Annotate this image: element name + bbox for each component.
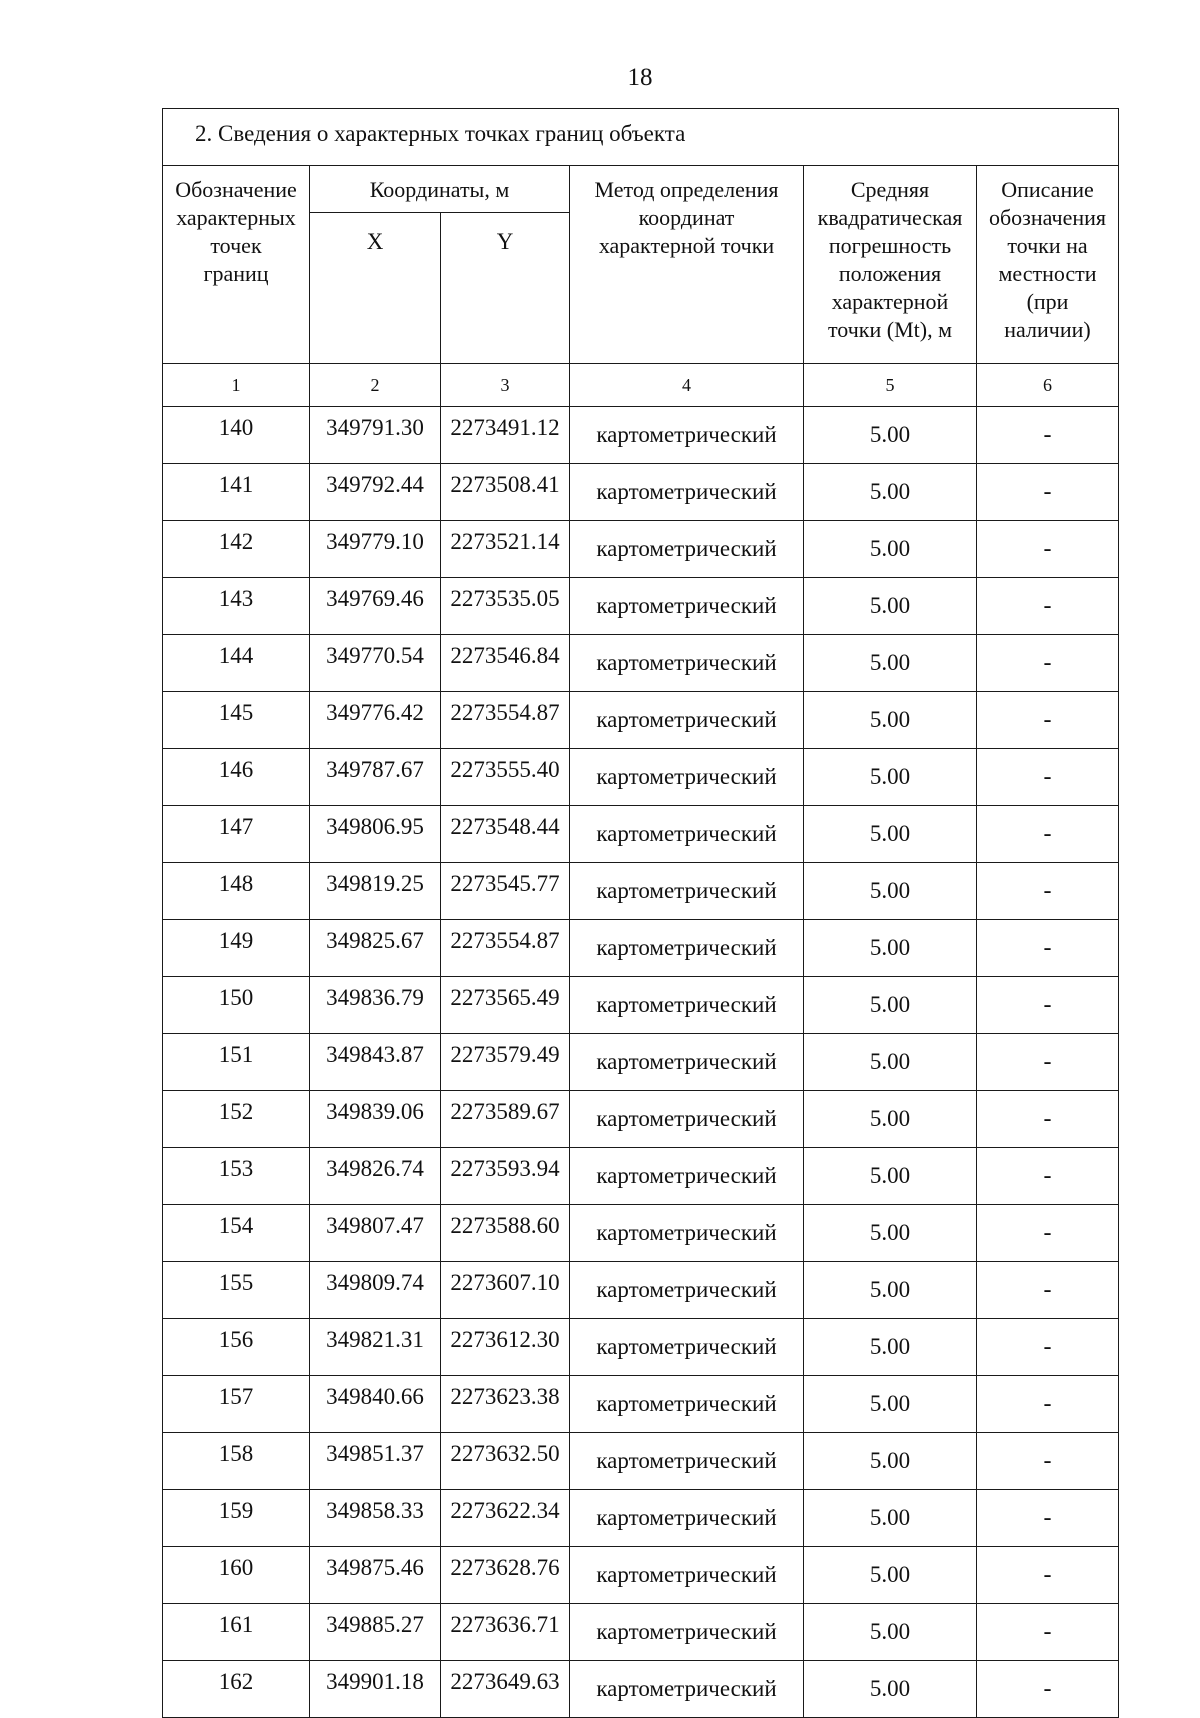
page-number: 18 bbox=[627, 64, 653, 91]
x-coordinate-cell: 349836.79 bbox=[310, 977, 441, 1034]
method-cell: картометрический bbox=[570, 1034, 804, 1091]
point-cell: 143 bbox=[163, 578, 310, 635]
y-coordinate-cell: 2273612.30 bbox=[441, 1319, 570, 1376]
x-coordinate-cell: 349821.31 bbox=[310, 1319, 441, 1376]
column-number: 5 bbox=[804, 364, 977, 407]
point-cell: 161 bbox=[163, 1604, 310, 1661]
table-row bbox=[163, 749, 1119, 806]
y-coordinate-cell: 2273535.05 bbox=[441, 578, 570, 635]
y-coordinate-cell: 2273588.60 bbox=[441, 1205, 570, 1262]
method-cell: картометрический bbox=[570, 692, 804, 749]
method-cell: картометрический bbox=[570, 1262, 804, 1319]
description-cell: - bbox=[977, 1205, 1119, 1262]
y-coordinate-cell: 2273491.12 bbox=[441, 407, 570, 464]
method-cell: картометрический bbox=[570, 806, 804, 863]
section-title: 2. Сведения о характерных точках границ объекта bbox=[163, 109, 1119, 166]
method-cell: картометрический bbox=[570, 1376, 804, 1433]
error-cell: 5.00 bbox=[804, 1262, 977, 1319]
table-row bbox=[163, 1034, 1119, 1091]
method-cell: картометрический bbox=[570, 635, 804, 692]
method-cell: картометрический bbox=[570, 1091, 804, 1148]
y-coordinate-cell: 2273508.41 bbox=[441, 464, 570, 521]
method-cell: картометрический bbox=[570, 521, 804, 578]
error-cell: 5.00 bbox=[804, 1433, 977, 1490]
y-coordinate-cell: 2273623.38 bbox=[441, 1376, 570, 1433]
table-row bbox=[163, 635, 1119, 692]
y-coordinate-cell: 2273589.67 bbox=[441, 1091, 570, 1148]
x-coordinate-cell: 349858.33 bbox=[310, 1490, 441, 1547]
point-cell: 151 bbox=[163, 1034, 310, 1091]
x-coordinate-cell: 349840.66 bbox=[310, 1376, 441, 1433]
point-cell: 146 bbox=[163, 749, 310, 806]
point-cell: 145 bbox=[163, 692, 310, 749]
description-cell: - bbox=[977, 1490, 1119, 1547]
point-cell: 160 bbox=[163, 1547, 310, 1604]
y-coordinate-cell: 2273607.10 bbox=[441, 1262, 570, 1319]
description-cell: - bbox=[977, 863, 1119, 920]
method-cell: картометрический bbox=[570, 863, 804, 920]
method-cell: картометрический bbox=[570, 407, 804, 464]
description-cell: - bbox=[977, 1148, 1119, 1205]
x-coordinate-cell: 349825.67 bbox=[310, 920, 441, 977]
x-coordinate-cell: 349843.87 bbox=[310, 1034, 441, 1091]
point-cell: 152 bbox=[163, 1091, 310, 1148]
error-cell: 5.00 bbox=[804, 749, 977, 806]
description-cell: - bbox=[977, 920, 1119, 977]
table-row bbox=[163, 863, 1119, 920]
y-coordinate-cell: 2273545.77 bbox=[441, 863, 570, 920]
table-row bbox=[163, 464, 1119, 521]
error-cell: 5.00 bbox=[804, 1661, 977, 1718]
method-cell: картометрический bbox=[570, 1604, 804, 1661]
method-cell: картометрический bbox=[570, 1148, 804, 1205]
error-cell: 5.00 bbox=[804, 1148, 977, 1205]
description-cell: - bbox=[977, 1034, 1119, 1091]
y-coordinate-cell: 2273554.87 bbox=[441, 692, 570, 749]
error-cell: 5.00 bbox=[804, 1604, 977, 1661]
x-coordinate-cell: 349776.42 bbox=[310, 692, 441, 749]
x-coordinate-cell: 349791.30 bbox=[310, 407, 441, 464]
error-cell: 5.00 bbox=[804, 1319, 977, 1376]
description-cell: - bbox=[977, 521, 1119, 578]
column-number: 6 bbox=[977, 364, 1119, 407]
error-cell: 5.00 bbox=[804, 521, 977, 578]
section-title-row bbox=[163, 109, 1119, 166]
error-cell: 5.00 bbox=[804, 863, 977, 920]
header-description: Описание обозначения точки на местности (при наличии) bbox=[977, 166, 1119, 364]
column-numbers-row bbox=[163, 364, 1119, 407]
error-cell: 5.00 bbox=[804, 977, 977, 1034]
x-coordinate-cell: 349779.10 bbox=[310, 521, 441, 578]
table-row bbox=[163, 578, 1119, 635]
error-cell: 5.00 bbox=[804, 1376, 977, 1433]
x-coordinate-cell: 349851.37 bbox=[310, 1433, 441, 1490]
error-cell: 5.00 bbox=[804, 635, 977, 692]
point-cell: 144 bbox=[163, 635, 310, 692]
point-cell: 158 bbox=[163, 1433, 310, 1490]
table-row bbox=[163, 1091, 1119, 1148]
point-cell: 142 bbox=[163, 521, 310, 578]
description-cell: - bbox=[977, 1262, 1119, 1319]
point-cell: 140 bbox=[163, 407, 310, 464]
method-cell: картометрический bbox=[570, 977, 804, 1034]
method-cell: картометрический bbox=[570, 1433, 804, 1490]
table-row bbox=[163, 1547, 1119, 1604]
point-cell: 159 bbox=[163, 1490, 310, 1547]
point-cell: 148 bbox=[163, 863, 310, 920]
error-cell: 5.00 bbox=[804, 464, 977, 521]
table-row bbox=[163, 920, 1119, 977]
method-cell: картометрический bbox=[570, 1205, 804, 1262]
y-coordinate-cell: 2273632.50 bbox=[441, 1433, 570, 1490]
y-coordinate-cell: 2273593.94 bbox=[441, 1148, 570, 1205]
error-cell: 5.00 bbox=[804, 1205, 977, 1262]
point-cell: 157 bbox=[163, 1376, 310, 1433]
method-cell: картометрический bbox=[570, 1547, 804, 1604]
y-coordinate-cell: 2273555.40 bbox=[441, 749, 570, 806]
x-coordinate-cell: 349839.06 bbox=[310, 1091, 441, 1148]
x-coordinate-cell: 349769.46 bbox=[310, 578, 441, 635]
point-cell: 141 bbox=[163, 464, 310, 521]
y-coordinate-cell: 2273579.49 bbox=[441, 1034, 570, 1091]
x-coordinate-cell: 349809.74 bbox=[310, 1262, 441, 1319]
method-cell: картометрический bbox=[570, 1490, 804, 1547]
description-cell: - bbox=[977, 1547, 1119, 1604]
description-cell: - bbox=[977, 635, 1119, 692]
description-cell: - bbox=[977, 749, 1119, 806]
header-x: X bbox=[310, 213, 441, 364]
error-cell: 5.00 bbox=[804, 920, 977, 977]
method-cell: картометрический bbox=[570, 1661, 804, 1718]
description-cell: - bbox=[977, 407, 1119, 464]
error-cell: 5.00 bbox=[804, 806, 977, 863]
y-coordinate-cell: 2273546.84 bbox=[441, 635, 570, 692]
column-number: 1 bbox=[163, 364, 310, 407]
header-coordinates: Координаты, м bbox=[310, 166, 570, 213]
header-method: Метод определения координат характерной точки bbox=[570, 166, 804, 364]
method-cell: картометрический bbox=[570, 464, 804, 521]
description-cell: - bbox=[977, 692, 1119, 749]
x-coordinate-cell: 349819.25 bbox=[310, 863, 441, 920]
error-cell: 5.00 bbox=[804, 1091, 977, 1148]
point-cell: 154 bbox=[163, 1205, 310, 1262]
header-point: Обозначение характерных точек границ bbox=[163, 166, 310, 364]
point-cell: 153 bbox=[163, 1148, 310, 1205]
method-cell: картометрический bbox=[570, 1319, 804, 1376]
table-row bbox=[163, 692, 1119, 749]
error-cell: 5.00 bbox=[804, 1490, 977, 1547]
description-cell: - bbox=[977, 1433, 1119, 1490]
y-coordinate-cell: 2273548.44 bbox=[441, 806, 570, 863]
boundary-points-table bbox=[162, 108, 1119, 1718]
table-row bbox=[163, 1262, 1119, 1319]
column-number: 4 bbox=[570, 364, 804, 407]
point-cell: 162 bbox=[163, 1661, 310, 1718]
description-cell: - bbox=[977, 1604, 1119, 1661]
column-number: 3 bbox=[441, 364, 570, 407]
error-cell: 5.00 bbox=[804, 1034, 977, 1091]
x-coordinate-cell: 349806.95 bbox=[310, 806, 441, 863]
table-row bbox=[163, 521, 1119, 578]
y-coordinate-cell: 2273649.63 bbox=[441, 1661, 570, 1718]
point-cell: 155 bbox=[163, 1262, 310, 1319]
x-coordinate-cell: 349875.46 bbox=[310, 1547, 441, 1604]
table-row bbox=[163, 1376, 1119, 1433]
method-cell: картометрический bbox=[570, 578, 804, 635]
description-cell: - bbox=[977, 1319, 1119, 1376]
table-row bbox=[163, 1661, 1119, 1718]
table-row bbox=[163, 1433, 1119, 1490]
x-coordinate-cell: 349826.74 bbox=[310, 1148, 441, 1205]
error-cell: 5.00 bbox=[804, 407, 977, 464]
description-cell: - bbox=[977, 1661, 1119, 1718]
table-row bbox=[163, 1319, 1119, 1376]
point-cell: 147 bbox=[163, 806, 310, 863]
x-coordinate-cell: 349901.18 bbox=[310, 1661, 441, 1718]
table-row bbox=[163, 1148, 1119, 1205]
header-error: Средняя квадратическая погрешность положения характерной точки (Mt), м bbox=[804, 166, 977, 364]
y-coordinate-cell: 2273565.49 bbox=[441, 977, 570, 1034]
table-row bbox=[163, 1490, 1119, 1547]
method-cell: картометрический bbox=[570, 749, 804, 806]
table-row bbox=[163, 1604, 1119, 1661]
x-coordinate-cell: 349792.44 bbox=[310, 464, 441, 521]
description-cell: - bbox=[977, 806, 1119, 863]
error-cell: 5.00 bbox=[804, 1547, 977, 1604]
y-coordinate-cell: 2273636.71 bbox=[441, 1604, 570, 1661]
y-coordinate-cell: 2273628.76 bbox=[441, 1547, 570, 1604]
column-number: 2 bbox=[310, 364, 441, 407]
table-row bbox=[163, 806, 1119, 863]
y-coordinate-cell: 2273554.87 bbox=[441, 920, 570, 977]
y-coordinate-cell: 2273521.14 bbox=[441, 521, 570, 578]
header-row bbox=[163, 166, 1119, 213]
point-cell: 149 bbox=[163, 920, 310, 977]
table-row bbox=[163, 977, 1119, 1034]
description-cell: - bbox=[977, 1376, 1119, 1433]
description-cell: - bbox=[977, 977, 1119, 1034]
table-row bbox=[163, 1205, 1119, 1262]
point-cell: 156 bbox=[163, 1319, 310, 1376]
description-cell: - bbox=[977, 578, 1119, 635]
y-coordinate-cell: 2273622.34 bbox=[441, 1490, 570, 1547]
error-cell: 5.00 bbox=[804, 578, 977, 635]
error-cell: 5.00 bbox=[804, 692, 977, 749]
description-cell: - bbox=[977, 464, 1119, 521]
x-coordinate-cell: 349787.67 bbox=[310, 749, 441, 806]
table-row bbox=[163, 407, 1119, 464]
header-y: Y bbox=[441, 213, 570, 364]
description-cell: - bbox=[977, 1091, 1119, 1148]
x-coordinate-cell: 349770.54 bbox=[310, 635, 441, 692]
method-cell: картометрический bbox=[570, 920, 804, 977]
point-cell: 150 bbox=[163, 977, 310, 1034]
x-coordinate-cell: 349807.47 bbox=[310, 1205, 441, 1262]
x-coordinate-cell: 349885.27 bbox=[310, 1604, 441, 1661]
